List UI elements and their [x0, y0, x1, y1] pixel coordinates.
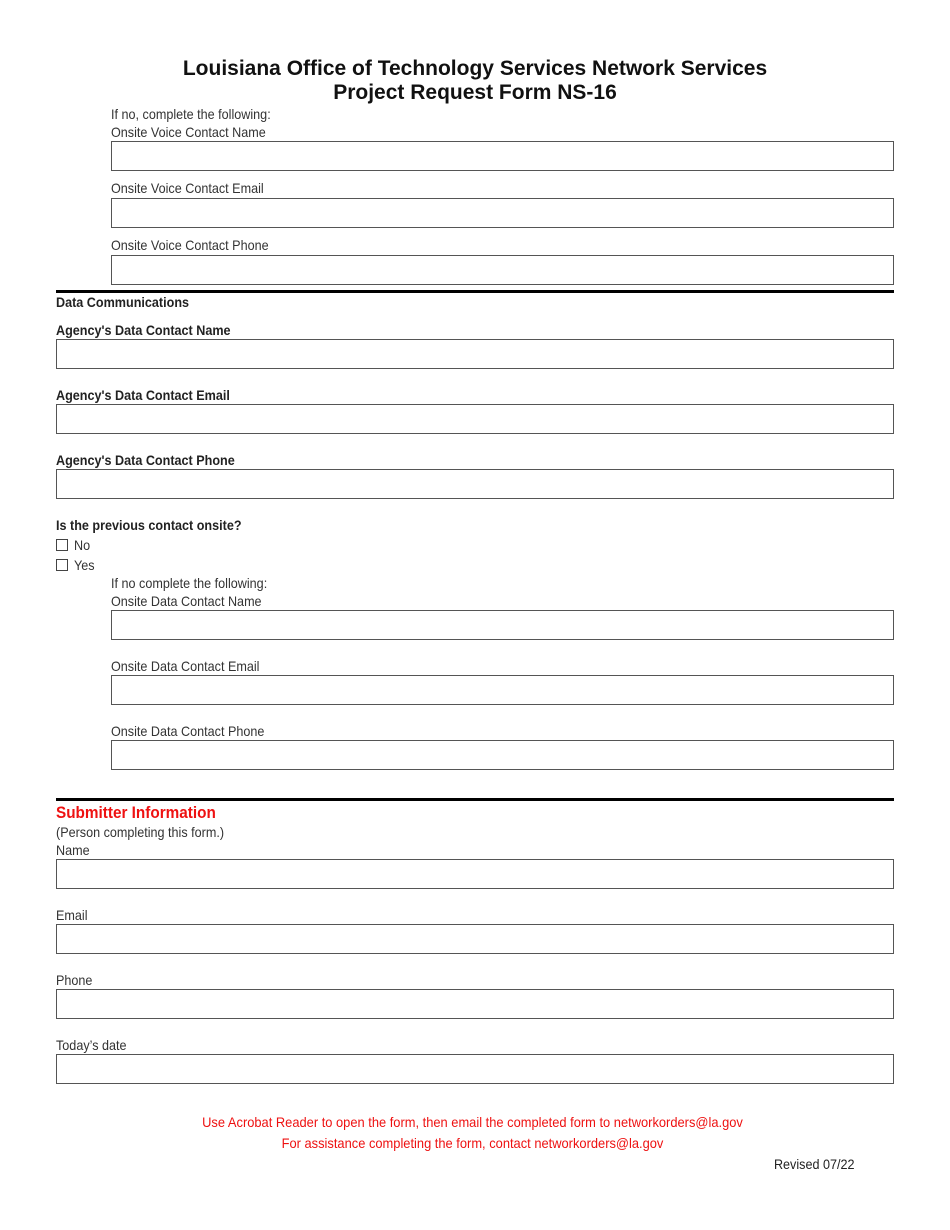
- option-no-label: No: [74, 537, 91, 553]
- data-contact-phone-label: Agency's Data Contact Phone: [56, 452, 235, 468]
- submitter-phone-input[interactable]: [56, 989, 894, 1019]
- onsite-data-email-label: Onsite Data Contact Email: [111, 658, 260, 674]
- submitter-note: (Person completing this form.): [56, 824, 225, 840]
- footer-instructions: Use Acrobat Reader to open the form, then email the completed form to networkorders@la.gov: [202, 1114, 743, 1130]
- onsite-voice-email-input[interactable]: [111, 198, 894, 228]
- onsite-voice-phone-label: Onsite Voice Contact Phone: [111, 237, 269, 253]
- data-contact-email-input[interactable]: [56, 404, 894, 434]
- submitter-heading: Submitter Information: [56, 803, 216, 822]
- onsite-data-name-label: Onsite Data Contact Name: [111, 593, 262, 609]
- data-contact-name-label: Agency's Data Contact Name: [56, 322, 231, 338]
- onsite-option-yes[interactable]: [56, 556, 97, 574]
- onsite-data-email-input[interactable]: [111, 675, 894, 705]
- form-title-line2: Project Request Form NS-16: [333, 81, 617, 104]
- onsite-data-phone-input[interactable]: [111, 740, 894, 770]
- submitter-name-label: Name: [56, 842, 90, 858]
- data-contact-name-input[interactable]: [56, 339, 894, 369]
- onsite-voice-email-label: Onsite Voice Contact Email: [111, 180, 264, 196]
- submitter-name-input[interactable]: [56, 859, 894, 889]
- revision-date: Revised 07/22: [774, 1156, 855, 1172]
- section-divider: [56, 290, 894, 293]
- onsite-voice-name-input[interactable]: [111, 141, 894, 171]
- submitter-phone-label: Phone: [56, 972, 93, 988]
- form-title-line1: Louisiana Office of Technology Services Network Services: [182, 57, 768, 80]
- data-contact-email-label: Agency's Data Contact Email: [56, 387, 230, 403]
- onsite-question: Is the previous contact onsite?: [56, 517, 242, 533]
- onsite-option-no[interactable]: [56, 536, 92, 554]
- onsite-voice-phone-input[interactable]: [111, 255, 894, 285]
- data-onsite-instruction: If no complete the following:: [111, 575, 268, 591]
- submitter-email-label: Email: [56, 907, 88, 923]
- submitter-date-label: Today’s date: [56, 1037, 127, 1053]
- option-yes-label: Yes: [74, 557, 95, 573]
- data-contact-phone-input[interactable]: [56, 469, 894, 499]
- section-divider-submitter: [56, 798, 894, 801]
- footer-assistance: For assistance completing the form, contact networkorders@la.gov: [281, 1135, 664, 1151]
- submitter-date-input[interactable]: [56, 1054, 894, 1084]
- onsite-data-phone-label: Onsite Data Contact Phone: [111, 723, 265, 739]
- checkbox-no[interactable]: [56, 539, 68, 551]
- onsite-voice-name-label: Onsite Voice Contact Name: [111, 124, 266, 140]
- checkbox-yes[interactable]: [56, 559, 68, 571]
- submitter-email-input[interactable]: [56, 924, 894, 954]
- onsite-data-name-input[interactable]: [111, 610, 894, 640]
- voice-onsite-instruction: If no, complete the following:: [111, 106, 271, 122]
- data-communications-heading: Data Communications: [56, 294, 190, 310]
